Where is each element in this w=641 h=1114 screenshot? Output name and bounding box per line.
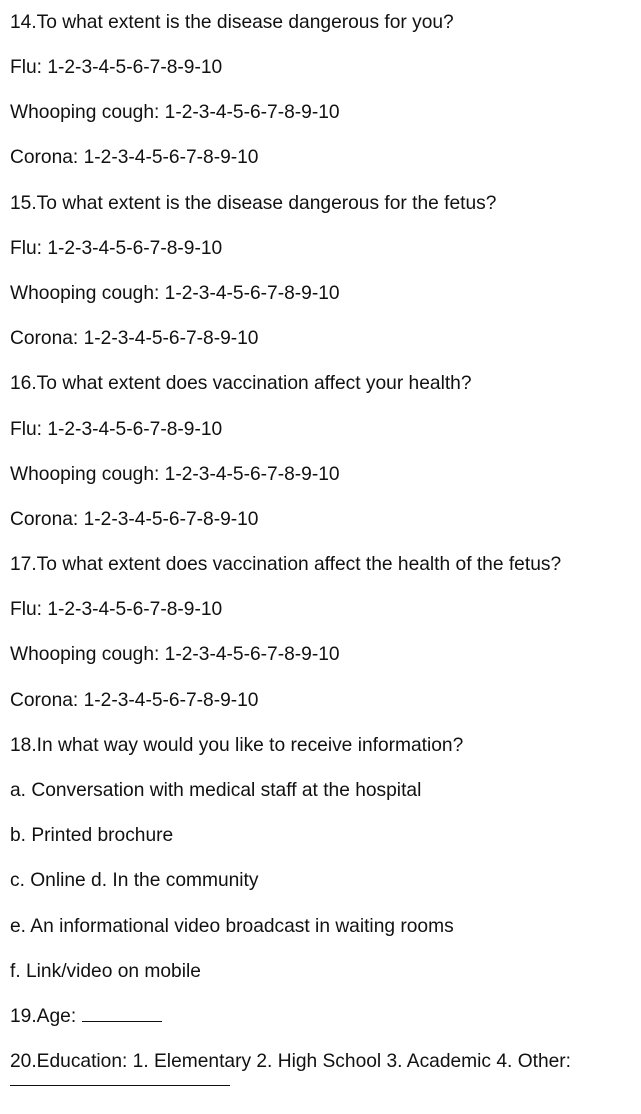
question-16: 16.To what extent does vaccination affect your health? xyxy=(10,373,472,395)
q14-flu-scale: Flu: 1-2-3-4-5-6-7-8-9-10 xyxy=(10,57,223,78)
question-19 xyxy=(10,994,638,1039)
question-15: 15.To what extent is the disease dangerous for the fetus? xyxy=(10,192,497,214)
question-17: 17.To what extent does vaccination affect the health of the fetus? xyxy=(10,554,562,576)
q18-option-f: f. Link/video on mobile xyxy=(10,960,201,982)
q15-flu-scale: Flu: 1-2-3-4-5-6-7-8-9-10 xyxy=(10,237,223,259)
q14-whooping-cough-scale: Whooping cough: 1-2-3-4-5-6-7-8-9-10 xyxy=(10,102,340,124)
question-20: 20.Education: 1. Elementary 2. High School 3. Academic 4. Other: xyxy=(10,1051,572,1073)
q18-option-b: b. Printed brochure xyxy=(10,825,174,847)
question-14: 14.To what extent is the disease dangerous for you? xyxy=(10,12,454,33)
q14-corona-scale: Corona: 1-2-3-4-5-6-7-8-9-10 xyxy=(10,147,259,169)
q18-option-e: e. An informational video broadcast in waiting rooms xyxy=(10,915,454,937)
q16-flu-scale: Flu: 1-2-3-4-5-6-7-8-9-10 xyxy=(10,418,223,440)
q15-corona-scale: Corona: 1-2-3-4-5-6-7-8-9-10 xyxy=(10,328,259,350)
age-answer-blank[interactable] xyxy=(82,1020,162,1022)
questionnaire-document xyxy=(10,0,638,1114)
education-other-answer-blank[interactable] xyxy=(10,1084,230,1086)
q17-whooping-cough-scale: Whooping cough: 1-2-3-4-5-6-7-8-9-10 xyxy=(10,644,340,666)
q19-age-label: 19.Age: xyxy=(10,1005,77,1027)
question-18: 18.In what way would you like to receive information? xyxy=(10,734,464,756)
q18-option-c-d: c. Online d. In the community xyxy=(10,870,259,892)
q16-whooping-cough-scale: Whooping cough: 1-2-3-4-5-6-7-8-9-10 xyxy=(10,463,340,485)
q15-whooping-cough-scale: Whooping cough: 1-2-3-4-5-6-7-8-9-10 xyxy=(10,282,340,304)
q18-option-a: a. Conversation with medical staff at the hospital xyxy=(10,780,422,801)
q17-flu-scale: Flu: 1-2-3-4-5-6-7-8-9-10 xyxy=(10,599,223,621)
q16-corona-scale: Corona: 1-2-3-4-5-6-7-8-9-10 xyxy=(10,508,259,530)
q17-corona-scale: Corona: 1-2-3-4-5-6-7-8-9-10 xyxy=(10,689,259,711)
